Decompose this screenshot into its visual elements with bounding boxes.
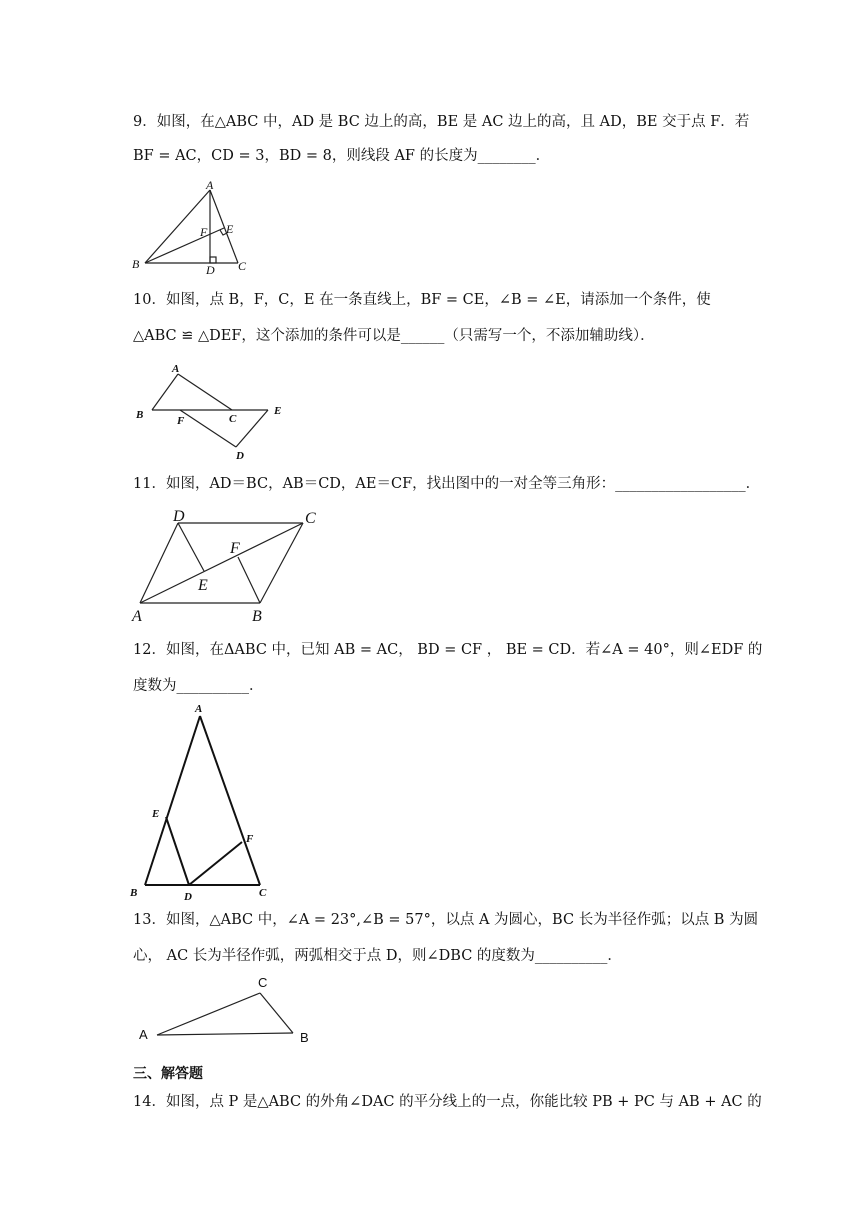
q12-label-c: C	[259, 887, 267, 899]
q11-label-b: B	[252, 608, 262, 625]
q12-label-b: B	[130, 887, 138, 899]
q13-label-c: C	[258, 975, 268, 990]
q10-label-a: A	[172, 363, 180, 375]
q10-label-d: D	[236, 450, 244, 460]
q9-label-f: F	[200, 225, 208, 239]
q9-label-e: E	[226, 222, 234, 236]
q11-label-a: A	[132, 608, 142, 625]
q14-line-1: 14．如图，点 P 是△ABC 的外角∠DAC 的平分线上的一点，你能比较 PB + PC 与 AB + AC 的	[133, 1094, 762, 1110]
q12-label-f: F	[246, 833, 254, 845]
q10-label-c: C	[229, 413, 237, 425]
q10-line-2: △ABC ≌ △DEF，这个添加的条件可以是______（只需写一个，不添加辅助线）．	[133, 328, 655, 344]
q11-line-1: 11．如图，AD＝BC，AB＝CD，AE＝CF，找出图中的一对全等三角形：__________________．	[133, 476, 761, 492]
q13-figure	[135, 972, 320, 1047]
q13-label-a: A	[139, 1027, 148, 1042]
q12-line-1: 12．如图，在ΔABC 中，已知 AB = AC， BD = CF ， BE = CD．若∠A = 40°，则∠EDF 的	[133, 642, 763, 658]
q12-label-d: D	[184, 891, 192, 903]
q10-line-1: 10．如图，点 B，F，C，E 在一条直线上，BF = CE，∠B = ∠E，请添加一个条件，使	[133, 292, 711, 308]
q9-figure	[128, 180, 253, 275]
q10-figure	[130, 360, 290, 460]
q11-label-d: D	[173, 508, 185, 525]
q11-label-e: E	[198, 577, 208, 594]
q9-label-d: D	[206, 263, 215, 275]
q11-label-f: F	[230, 540, 240, 557]
q13-label-b: B	[300, 1030, 309, 1045]
section-heading: 三、解答题	[133, 1066, 203, 1082]
q9-label-a: A	[206, 180, 214, 192]
q13-line-2: 心， AC 长为半径作弧，两弧相交于点 D，则∠DBC 的度数为__________．	[133, 948, 622, 964]
q11-label-c: C	[305, 510, 316, 527]
q9-line-1: 9．如图，在△ABC 中，AD 是 BC 边上的高，BE 是 AC 边上的高，且 AD，BE 交于点 F．若	[133, 114, 750, 130]
q10-label-f: F	[177, 415, 185, 427]
q9-label-b: B	[132, 257, 140, 271]
q10-label-b: B	[136, 409, 144, 421]
q12-label-a: A	[195, 703, 203, 715]
q11-figure	[128, 505, 328, 625]
q12-label-e: E	[152, 808, 160, 820]
q12-line-2: 度数为__________．	[133, 678, 264, 694]
q13-line-1: 13．如图，△ABC 中，∠A = 23°,∠B = 57°，以点 A 为圆心，BC 长为半径作弧；以点 B 为圆	[133, 912, 759, 928]
q9-label-c: C	[238, 259, 247, 273]
q12-figure	[125, 700, 275, 905]
q9-line-2: BF = AC，CD = 3，BD = 8，则线段 AF 的长度为________．	[133, 148, 551, 164]
q10-label-e: E	[274, 405, 282, 417]
